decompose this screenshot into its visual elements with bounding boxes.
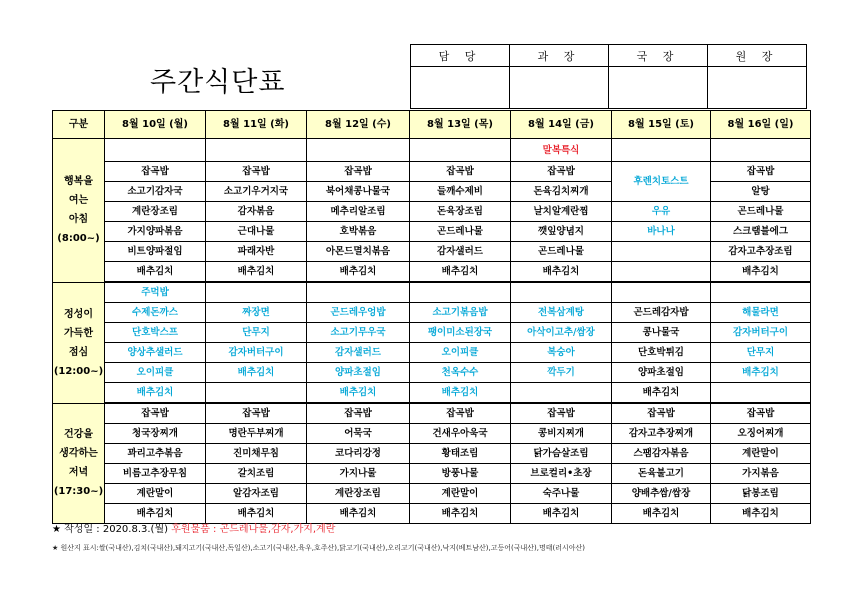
header-day: 8월 16일 (일) [711,111,811,139]
breakfast-label-line: 아침 [68,214,89,226]
menu-cell: 감자고추장찌개 [612,424,711,444]
menu-cell: 바나나 [612,222,711,242]
menu-cell: 잡곡밥 [105,403,206,424]
menu-cell: 감자샐러드 [410,242,511,262]
breakfast-top-row [53,139,811,162]
menu-cell [206,383,307,404]
menu-cell: 알감자조림 [206,484,307,504]
menu-cell: 비름고추장무침 [105,464,206,484]
menu-cell: 계란말이 [711,444,811,464]
menu-cell: 돈육불고기 [612,464,711,484]
menu-cell: 잡곡밥 [105,162,206,182]
menu-table [52,110,811,524]
dinner-label-line: 건강을 [64,429,93,441]
menu-cell: 배추김치 [105,504,206,524]
menu-cell: 잡곡밥 [307,403,410,424]
menu-cell: 갈치조림 [206,464,307,484]
menu-cell: 양파초절임 [307,363,410,383]
menu-cell: 돈육장조림 [410,202,511,222]
menu-cell: 잡곡밥 [711,403,811,424]
lunch-row [53,383,811,404]
menu-cell: 단호박스프 [105,323,206,343]
menu-cell: 짜장면 [206,303,307,323]
menu-cell [612,242,711,262]
menu-cell [511,282,612,303]
menu-cell [410,282,511,303]
menu-cell [206,282,307,303]
header-row [53,111,811,139]
breakfast-label-line: 여는 [68,195,89,207]
approval-label-director: 국 장 [609,45,708,67]
menu-cell: 잡곡밥 [511,162,612,182]
menu-cell: 해물라면 [711,303,811,323]
menu-cell: 배추김치 [711,363,811,383]
breakfast-label-line: 행복을 [64,176,93,188]
lunch-row [53,343,811,363]
menu-cell: 배추김치 [105,262,206,283]
menu-cell: 잡곡밥 [410,403,511,424]
approval-sign-head [708,67,807,109]
menu-cell: 청국장찌개 [105,424,206,444]
dinner-label-line: (17:30~) [53,486,104,498]
menu-cell: 코다리강정 [307,444,410,464]
menu-cell: 스팸감자볶음 [612,444,711,464]
menu-cell: 배추김치 [410,504,511,524]
header-day: 8월 12일 (수) [307,111,410,139]
menu-cell [711,282,811,303]
menu-cell: 잡곡밥 [206,403,307,424]
menu-cell [410,139,511,162]
menu-cell: 곤드레우엉밥 [307,303,410,323]
menu-cell: 배추김치 [307,504,410,524]
menu-cell: 아삭이고추/쌈장 [511,323,612,343]
menu-cell: 소고기무우국 [307,323,410,343]
approval-label-staff: 담 당 [411,45,510,67]
header-day: 8월 13일 (목) [410,111,511,139]
menu-cell: 소고기감자국 [105,182,206,202]
menu-cell: 복숭아 [511,343,612,363]
special-meal-label: 말복특식 [511,139,612,162]
menu-cell: 들깨수제비 [410,182,511,202]
menu-cell: 잡곡밥 [612,403,711,424]
approval-sign-manager [510,67,609,109]
menu-cell: 깍두기 [511,363,612,383]
header-day: 8월 11일 (화) [206,111,307,139]
menu-cell: 배추김치 [105,383,206,404]
menu-cell: 잡곡밥 [410,162,511,182]
header-day: 8월 15일 (토) [612,111,711,139]
menu-cell: 배추김치 [511,504,612,524]
page-title: 주간식단표 [150,67,286,98]
menu-cell: 깻잎양념지 [511,222,612,242]
dinner-label [53,403,105,524]
menu-cell [105,139,206,162]
lunch-row [53,323,811,343]
menu-cell-special: 후렌치토스트 [612,162,711,202]
menu-cell: 오징어찌개 [711,424,811,444]
breakfast-row [53,202,811,222]
menu-cell: 오이피클 [410,343,511,363]
menu-cell: 계란말이 [410,484,511,504]
approval-sign-staff [411,67,510,109]
dinner-label-line: 저녁 [68,467,89,479]
menu-cell: 배추김치 [410,383,511,404]
menu-cell: 단호박튀김 [612,343,711,363]
menu-cell: 배추김치 [307,383,410,404]
dinner-row [53,444,811,464]
menu-cell: 돈육김치찌개 [511,182,612,202]
header-day: 8월 10일 (월) [105,111,206,139]
lunch-label-line: 가득한 [64,327,93,339]
lunch-row [53,363,811,383]
lunch-label-line: 점심 [68,346,89,358]
breakfast-label-line: (8:00~) [57,233,100,245]
menu-cell: 배추김치 [612,504,711,524]
menu-cell: 콩나물국 [612,323,711,343]
menu-cell: 주먹밥 [105,282,206,303]
menu-cell: 감자고추장조림 [711,242,811,262]
menu-cell: 황태조림 [410,444,511,464]
header-category: 구분 [53,111,105,139]
menu-cell: 북어채콩나물국 [307,182,410,202]
menu-cell: 소고기볶음밥 [410,303,511,323]
menu-cell [307,139,410,162]
menu-cell: 배추김치 [711,504,811,524]
menu-cell: 계란말이 [105,484,206,504]
menu-cell: 계란장조림 [307,484,410,504]
approval-table [410,44,807,109]
menu-cell: 비트양파절임 [105,242,206,262]
menu-cell: 스크램블에그 [711,222,811,242]
donation-note: 후원물품 : 곤드레나물,감자,가지,계란 [171,524,336,535]
menu-cell: 양파초절임 [612,363,711,383]
menu-cell: 단무지 [206,323,307,343]
breakfast-row [53,242,811,262]
dinner-label-line: 생각하는 [59,448,98,460]
menu-cell [612,139,711,162]
menu-cell: 수제돈까스 [105,303,206,323]
menu-cell: 알탕 [711,182,811,202]
breakfast-row [53,222,811,242]
menu-cell: 콩비지찌개 [511,424,612,444]
menu-cell: 근대나물 [206,222,307,242]
menu-cell: 오이피클 [105,363,206,383]
menu-cell [612,262,711,283]
menu-cell: 단무지 [711,343,811,363]
menu-cell: 배추김치 [206,262,307,283]
menu-cell: 진미채무침 [206,444,307,464]
menu-cell: 감자버터구이 [206,343,307,363]
menu-cell: 호박볶음 [307,222,410,242]
menu-cell: 메추리알조림 [307,202,410,222]
menu-cell: 천옥수수 [410,363,511,383]
menu-cell [612,282,711,303]
menu-cell: 날치알계란찜 [511,202,612,222]
lunch-label-line: (12:00~) [53,365,104,377]
menu-cell: 배추김치 [410,262,511,283]
menu-cell: 잡곡밥 [307,162,410,182]
dinner-row [53,403,811,424]
header-day: 8월 14일 (금) [511,111,612,139]
menu-cell: 닭가슴살조림 [511,444,612,464]
menu-cell [711,139,811,162]
lunch-row [53,282,811,303]
menu-cell: 곤드레나물 [511,242,612,262]
menu-cell: 숙주나물 [511,484,612,504]
lunch-label [53,282,105,403]
menu-cell: 잡곡밥 [511,403,612,424]
breakfast-row [53,162,811,182]
approval-label-head: 원 장 [708,45,807,67]
menu-cell: 배추김치 [612,383,711,404]
menu-cell: 배추김치 [711,262,811,283]
menu-cell: 방풍나물 [410,464,511,484]
menu-cell: 잡곡밥 [206,162,307,182]
menu-cell [711,383,811,404]
dinner-row [53,424,811,444]
menu-cell: 감자볶음 [206,202,307,222]
menu-cell: 배추김치 [206,504,307,524]
menu-cell: 곤드레나물 [410,222,511,242]
menu-cell: 곤드레감자밥 [612,303,711,323]
origin-note: ★ 원산지 표시:쌀(국내산),김치(국내산),돼지고기(국내산,독일산),소고기(국내산,육우,호주산),닭고기(국내산),오리고기(국내산),낙지(베트남산),고등어(국내산),명태(러시아산) [52,544,586,552]
breakfast-row [53,262,811,283]
lunch-label-line: 정성이 [64,308,93,320]
menu-cell: 명란두부찌개 [206,424,307,444]
footer-note [52,520,335,535]
menu-cell: 가지볶음 [711,464,811,484]
breakfast-label [53,139,105,283]
menu-cell: 가지나물 [307,464,410,484]
menu-cell: 잡곡밥 [711,162,811,182]
menu-cell: 아몬드멸치볶음 [307,242,410,262]
menu-cell [206,139,307,162]
menu-cell: 꽈리고추볶음 [105,444,206,464]
menu-cell: 양상추샐러드 [105,343,206,363]
menu-cell: 곤드레나물 [711,202,811,222]
menu-cell: 우유 [612,202,711,222]
approval-sign-director [609,67,708,109]
menu-cell: 팽이미소된장국 [410,323,511,343]
menu-cell: 배추김치 [206,363,307,383]
written-date: ★ 작성일 : 2020.8.3.(월) [52,524,169,535]
menu-cell: 파래자반 [206,242,307,262]
menu-cell: 닭봉조림 [711,484,811,504]
menu-cell: 감자버터구이 [711,323,811,343]
menu-cell: 양배추쌈/쌈장 [612,484,711,504]
menu-cell: 감자샐러드 [307,343,410,363]
menu-cell: 브로컬리•초장 [511,464,612,484]
dinner-row [53,464,811,484]
menu-cell: 소고기우거지국 [206,182,307,202]
lunch-row [53,303,811,323]
menu-cell: 전복삼계탕 [511,303,612,323]
menu-cell: 건새우아욱국 [410,424,511,444]
menu-cell: 어묵국 [307,424,410,444]
menu-cell: 배추김치 [307,262,410,283]
menu-cell: 배추김치 [511,262,612,283]
menu-cell: 계란장조림 [105,202,206,222]
menu-cell [511,383,612,404]
approval-label-manager: 과 장 [510,45,609,67]
menu-cell [307,282,410,303]
dinner-row [53,484,811,504]
menu-cell: 가지양파볶음 [105,222,206,242]
